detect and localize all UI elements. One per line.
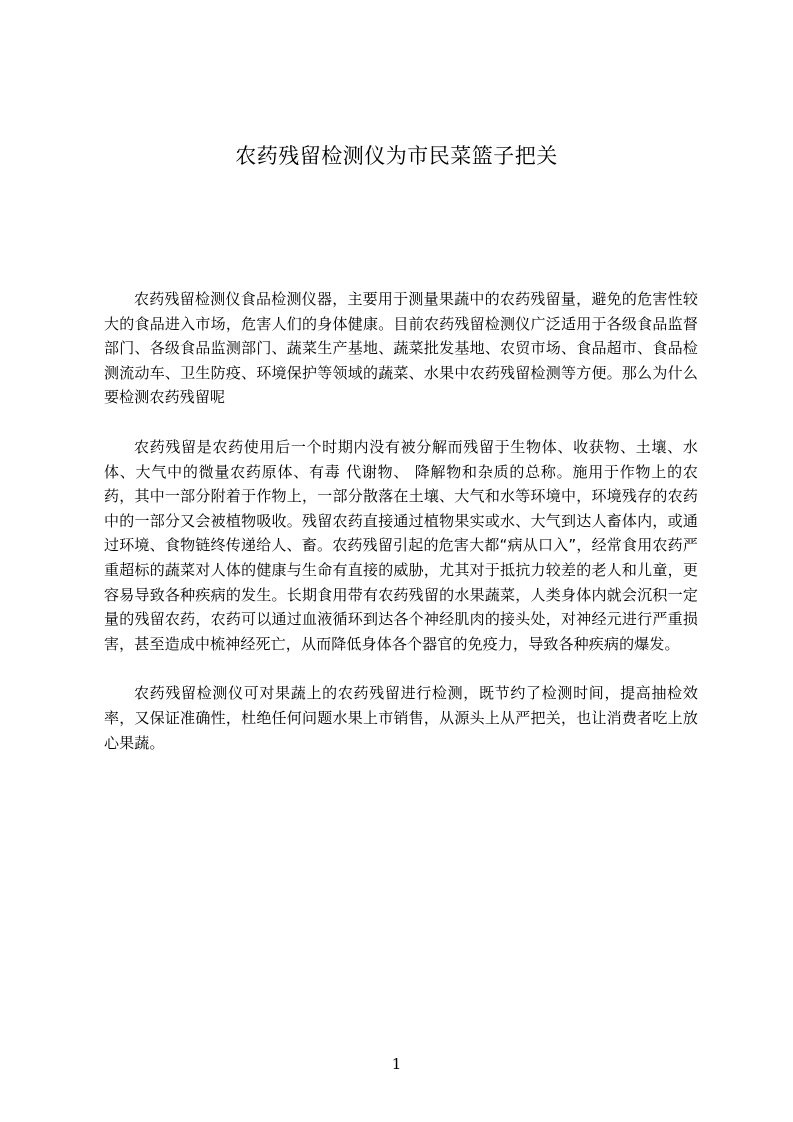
- paragraph-pesticide-residue-hazards: 农药残留是农药使用后一个时期内没有被分解而残留于生物体、收获物、土壤、水体、大气中的微量农药原体、有毒 代谢物、 降解物和杂质的总称。施用于作物上的农药，其中一部分附着于作物上，一部分散落在土壤、大气和水等环境中，环境残存的农药中的一部分又会被植物吸收。残留农药直接通过植物果实或水、大气到达人畜体内，或通过环境、食物链终传递给人、畜。农药残留引起的危害大都“病从口入”，经常食用农药严重超标的蔬菜对人体的健康与生命有直接的威胁，尤其对于抵抗力较差的老人和儿童，更容易导致各种疾病的发生。长期食用带有农药残留的水果蔬菜，人类身体内就会沉积一定量的残留农药，农药可以通过血液循环到达各个神经肌肉的接头处，对神经元进行严重损害，甚至造成中梳神经死亡，从而降低身体各个器官的免疫力，导致各种疾病的爆发。: [104, 437, 698, 653]
- paragraph-intro: 农药残留检测仪食品检测仪器，主要用于测量果蔬中的农药残留量，避免的危害性较大的食品进入市场，危害人们的身体健康。目前农药残留检测仪广泛适用于各级食品监督部门、各级食品监测部门、蔬菜生产基地、蔬菜批发基地、农贸市场、食品超市、食品检测流动车、卫生防疫、环境保护等领域的蔬菜、水果中农药残留检测等方便。那么为什么要检测农药残留呢: [104, 290, 698, 407]
- page-number: 1: [391, 1055, 402, 1073]
- paragraph-conclusion: 农药残留检测仪可对果蔬上的农药残留进行检测，既节约了检测时间，提高抽检效率，又保证准确性，杜绝任何问题水果上市销售，从源头上从严把关，也让消费者吃上放心果蔬。: [104, 684, 698, 752]
- document-body: [104, 287, 698, 780]
- document-title: 农药残留检测仪为市民菜篮子把关: [235, 144, 558, 168]
